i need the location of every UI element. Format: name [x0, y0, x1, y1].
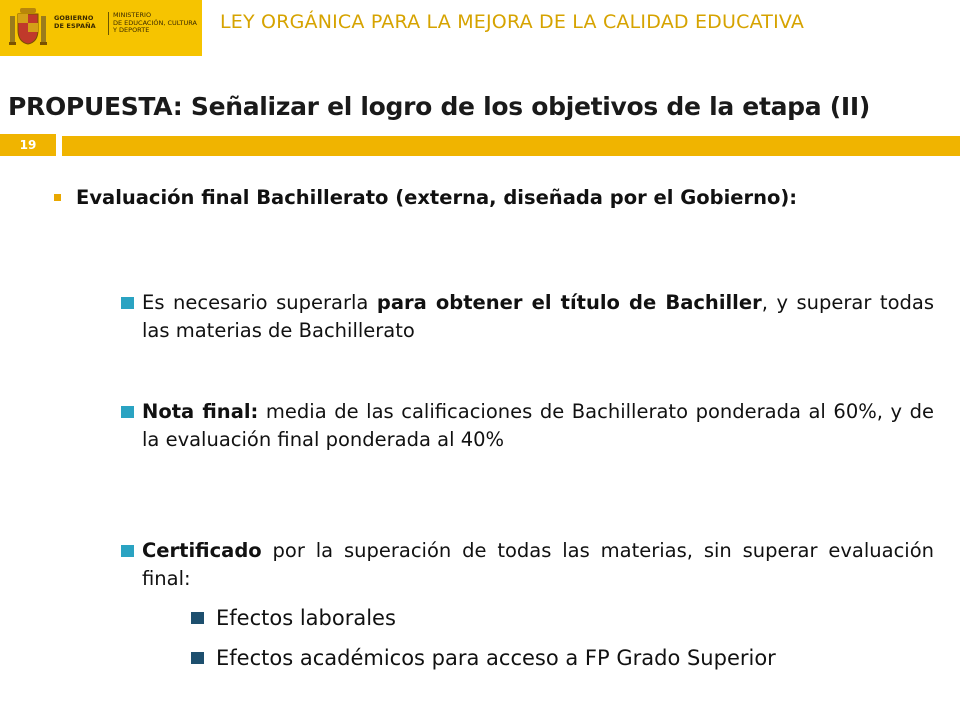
bullet-subsub-2-text: Efectos académicos para acceso a FP Grado Superior: [216, 646, 776, 670]
bullet-sub-1-bold: para obtener el título de Bachiller: [376, 291, 762, 314]
bullet-sub-1-pre: Es necesario superarla: [142, 291, 377, 314]
bullet-marker: [191, 612, 204, 624]
slide-title: PROPUESTA: Señalizar el logro de los objetivos de la etapa (II): [8, 92, 871, 121]
bullet-sub-1-post: , y superar todas las materias de Bachillerato: [142, 291, 934, 342]
bullet-subsub-1-text: Efectos laborales: [216, 606, 396, 630]
bullet-main-text: Evaluación final Bachillerato (externa, diseñada por el Gobierno):: [76, 186, 798, 209]
bullet-marker: [121, 406, 134, 418]
bullet-subsub-1: [216, 604, 916, 632]
bullet-sub-3: [142, 537, 934, 593]
bullet-sub-3-post: por la superación de todas las materias, sin superar evaluación final:: [142, 539, 934, 590]
slide-number: 19: [0, 134, 56, 156]
government-label: GOBIERNO DE ESPAÑA: [54, 14, 96, 30]
document-header-title: LEY ORGÁNICA PARA LA MEJORA DE LA CALIDAD EDUCATIVA: [220, 11, 805, 33]
government-logo: [0, 0, 202, 56]
bullet-main: [76, 184, 934, 212]
bullet-sub-2: [142, 398, 934, 454]
bullet-sub-3-bold: Certificado: [142, 539, 262, 562]
bullet-marker: [54, 194, 61, 201]
bullet-subsub-2: [216, 644, 916, 672]
bullet-marker: [191, 652, 204, 664]
bullet-marker: [121, 297, 134, 309]
title-divider-bar: [62, 136, 960, 156]
ministry-label: MINISTERIO DE EDUCACIÓN, CULTURA Y DEPORTE: [108, 12, 197, 35]
bullet-marker: [121, 545, 134, 557]
bullet-sub-1: [142, 289, 934, 345]
bullet-sub-2-bold: Nota final:: [142, 400, 259, 423]
bullet-sub-2-post: media de las calificaciones de Bachillerato ponderada al 60%, y de la evaluación final ponderada al 40%: [142, 400, 934, 451]
coat-of-arms-icon: [8, 6, 48, 50]
